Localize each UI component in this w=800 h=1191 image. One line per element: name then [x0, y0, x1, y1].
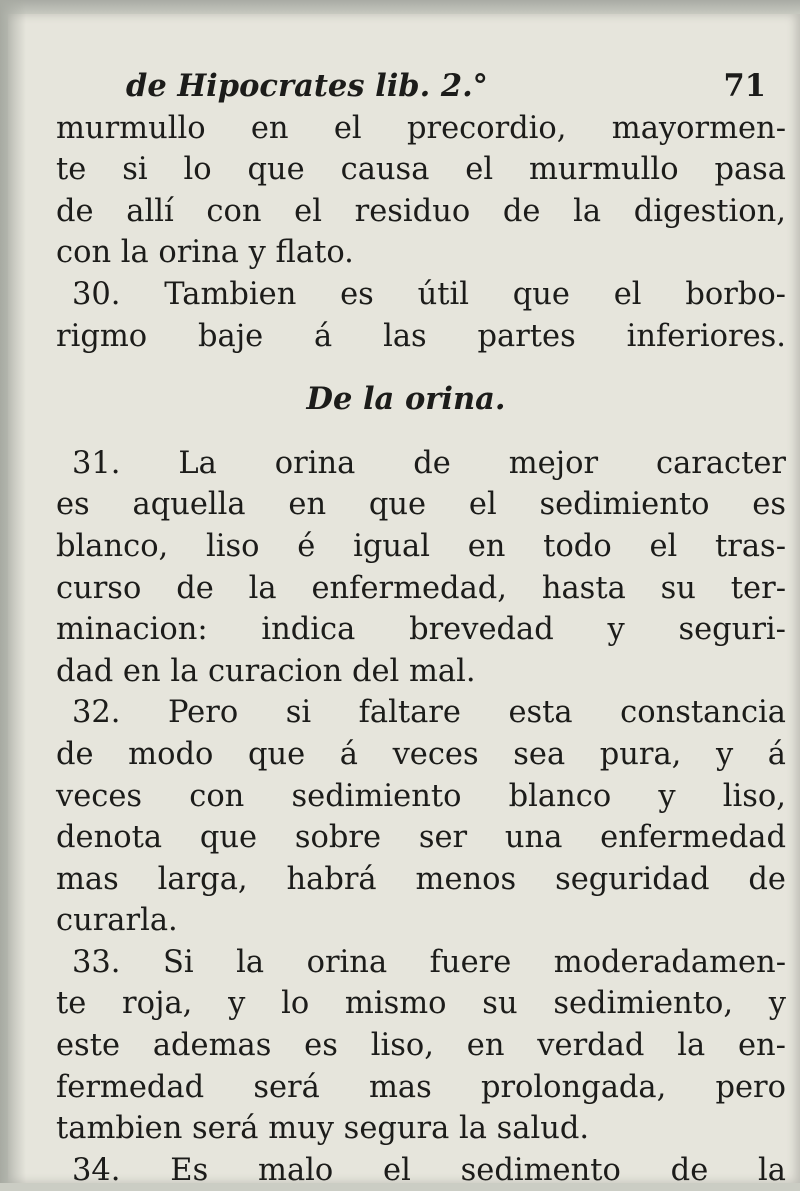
text-line: murmullo en el precordio, mayormen- [56, 110, 786, 146]
page-text [56, 66, 786, 1191]
text-line: tambien será muy segura la salud. [56, 1111, 590, 1147]
text-line: veces con sedimiento blanco y liso, [56, 778, 786, 814]
text-line: mas larga, habrá menos seguridad de [56, 861, 786, 897]
paragraph-block-top [56, 108, 786, 358]
text-line: curarla. [56, 903, 178, 939]
text-line: dad en la curacion del mal. [56, 653, 476, 689]
running-header [56, 66, 786, 108]
page-number: 71 [723, 68, 766, 104]
section-heading: De la orina. [306, 381, 506, 418]
text-line: es aquella en que el sedimiento es [56, 487, 786, 523]
text-line: blanco, liso é igual en todo el tras- [56, 528, 786, 564]
text-line: curso de la enfermedad, hasta su ter- [56, 570, 786, 606]
text-line: denota que sobre ser una enfermedad [56, 820, 786, 856]
paragraph-block-bottom [56, 443, 786, 1191]
text-line: te roja, y lo mismo su sedimiento, y [56, 986, 786, 1022]
page-gutter-shadow [0, 0, 26, 1183]
text-line: fermedad será mas prolongada, pero [56, 1069, 786, 1105]
text-line: de modo que á veces sea pura, y á [56, 736, 786, 772]
text-line: 34. Es malo el sedimento de la [72, 1152, 786, 1188]
text-line: te si lo que causa el murmullo pasa [56, 152, 786, 188]
text-line: minacion: indica brevedad y seguri- [56, 612, 786, 648]
text-line: 30. Tambien es útil que el borbo- [72, 276, 786, 312]
text-line: 32. Pero si faltare esta constancia [72, 695, 786, 731]
text-line: de allí con el residuo de la digestion, [56, 193, 786, 229]
text-line: 33. Si la orina fuere moderadamen- [72, 944, 786, 980]
running-title: de Hipocrates lib. 2.° [126, 68, 488, 104]
text-line: este ademas es liso, en verdad la en- [56, 1028, 786, 1064]
text-line: 31. La orina de mejor caracter [72, 445, 786, 481]
text-line: con la orina y flato. [56, 235, 354, 271]
text-line: rigmo baje á las partes inferiores. [56, 318, 786, 354]
